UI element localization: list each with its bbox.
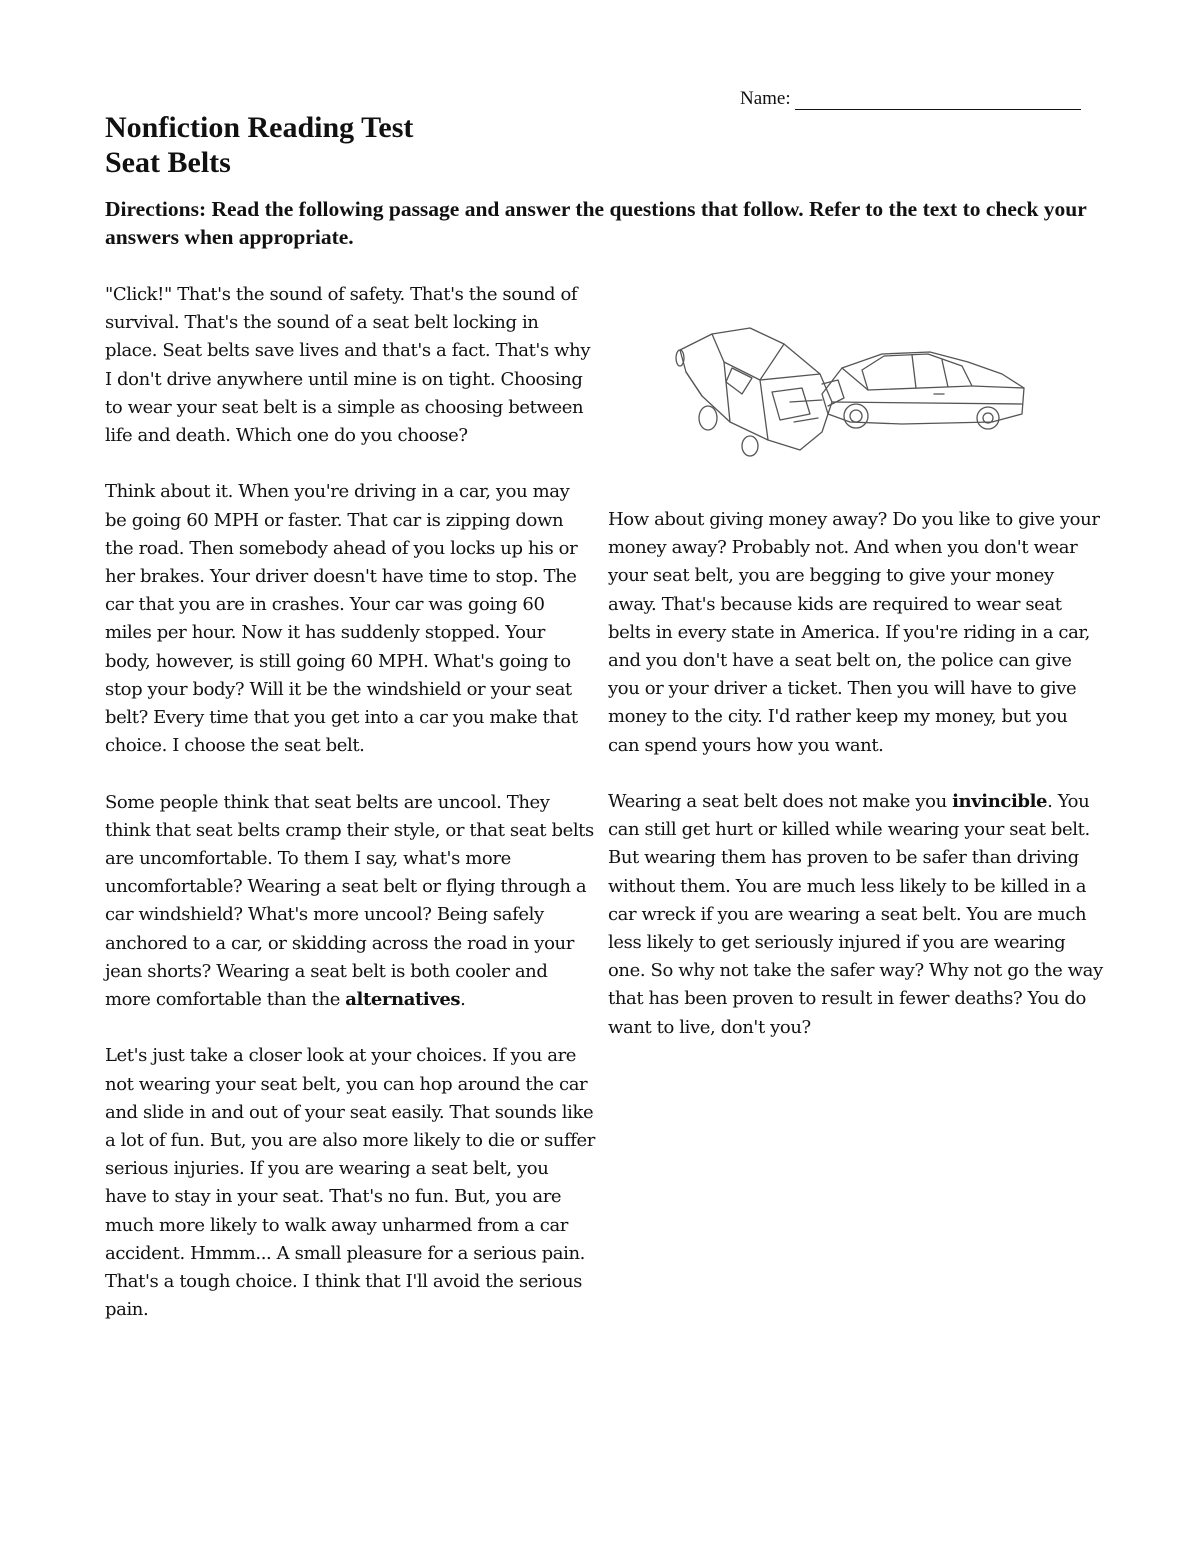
paragraph-3-text: Some people think that seat belts are uncool. They think that seat belts cramp their style, or that seat belts are uncomfortable. To them I say, what's more uncomfortable? Wearing a seat belt or flying through a car windshield? What's more uncool? Being safely anchored to a car, or skidding across the road in your jean shorts? Wearing a seat belt is both cooler and more comfortable than the bbox=[105, 791, 594, 1011]
name-label: Name: bbox=[740, 88, 791, 109]
paragraph-4: Let's just take a closer look at your choices. If you are not wearing your seat belt, you can hop around the car and slide in and out of your seat easily. That sounds like a lot of fun. But, you are also more likely to die or suffer serious injuries. If you are wearing a seat belt, you have to stay in your seat. That's no fun. But, you are much more likely to walk away unharmed from a car accident. Hmmm... A small pleasure for a serious pain. That's a tough choice. I think that I'll avoid the serious pain. bbox=[105, 1045, 595, 1321]
paragraph-5: How about giving money away? Do you like to give your money away? Probably not. And when you don't wear your seat belt, you are begging to give your money away. That's because kids are required to wear seat belts in every state in America. If you're riding in a car, and you don't have a seat belt on, the police can give you or your driver a ticket. Then you will have to give money to the city. I'd rather keep my money, but you can spend yours how you want. bbox=[608, 509, 1100, 756]
paragraph-2: Think about it. When you're driving in a car, you may be going 60 MPH or faster. That car is zipping down the road. Then somebody ahead of you locks up his or her brakes. Your driver doesn't have time to stop. The car that you are in crashes. Your car was going 60 miles per hour. Now it has suddenly stopped. Your body, however, is still going 60 MPH. What's going to stop your body? Will it be the windshield or your seat belt? Every time that you get into a car you make that choice. I choose the seat belt. bbox=[105, 481, 578, 757]
directions-label: Directions: bbox=[105, 197, 207, 221]
paragraph-6-text: Wearing a seat belt does not make you bbox=[608, 791, 953, 813]
paragraph-3-end: . bbox=[460, 989, 466, 1011]
paragraph-1: "Click!" That's the sound of safety. That's the sound of survival. That's the sound of a seat belt locking in place. Seat belts save lives and that's a fact. That's why I don't drive anywhere until mine is on tight. Choosing to wear your seat belt is a simple as choosing between life and death. Which one do you choose? bbox=[105, 284, 591, 447]
paragraph-6 bbox=[608, 788, 1103, 1042]
directions bbox=[105, 195, 1095, 251]
name-field[interactable] bbox=[740, 88, 1081, 110]
paragraph-3 bbox=[105, 789, 595, 1015]
directions-text: Read the following passage and answer the questions that follow. Refer to the text to check your answers when appropriate. bbox=[105, 197, 1087, 249]
title-line-1: Nonfiction Reading Test bbox=[105, 111, 414, 144]
passage-column-left bbox=[105, 281, 595, 1353]
passage-column-right bbox=[608, 506, 1103, 1070]
vocab-word-invincible: invincible bbox=[952, 791, 1048, 813]
paragraph-6-end: . You can still get hurt or killed while wearing your seat belt. But wearing them has proven to be safer than driving without them. You are much less likely to be killed in a car wreck if you are wearing a seat belt. You are much less likely to get seriously injured if you are wearing one. So why not take the safer way? Why not go the way that has been proven to result in fewer deaths? You do want to live, don't you? bbox=[608, 791, 1103, 1038]
page-title bbox=[105, 110, 413, 180]
vocab-word-alternatives: alternatives bbox=[345, 989, 461, 1011]
name-underline[interactable] bbox=[795, 93, 1081, 110]
title-line-2: Seat Belts bbox=[105, 146, 231, 179]
car-crash-illustration bbox=[672, 322, 1032, 472]
